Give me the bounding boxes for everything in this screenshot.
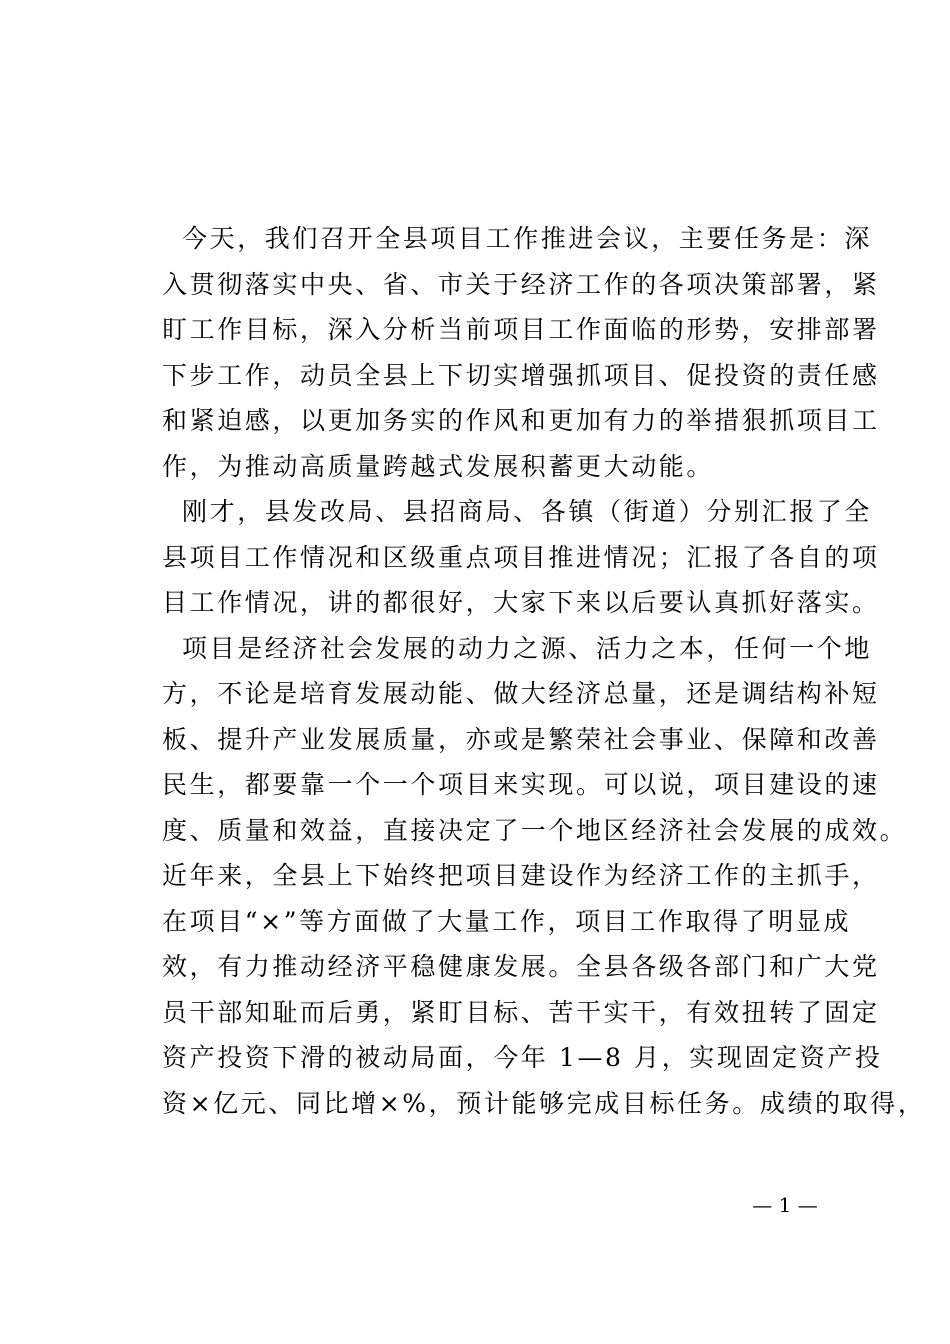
text-line: 民生，都要靠一个一个项目来实现。可以说，项目建设的速 <box>162 770 880 799</box>
text-line: 目工作情况，讲的都很好，大家下来以后要认真抓好落实。 <box>162 588 880 617</box>
text-line: 入贯彻落实中央、省、市关于经济工作的各项决策部署，紧 <box>162 269 880 299</box>
text-line: 今天，我们召开全县项目工作推进会议，主要任务是：深 <box>182 224 873 253</box>
paragraph-3 <box>162 626 926 1127</box>
page-number: — 1 — <box>752 1193 818 1217</box>
text-line: 在项目“×”等方面做了大量工作，项目工作取得了明显成 <box>162 906 852 936</box>
text-line: 方，不论是培育发展动能、做大经济总量，还是调结构补短 <box>162 679 880 708</box>
text-line: 和紧迫感，以更加务实的作风和更加有力的举措狠抓项目工 <box>162 406 880 435</box>
text-line: 度、质量和效益，直接决定了一个地区经济社会发展的成效。 <box>162 815 908 845</box>
text-line: 下步工作，动员全县上下切实增强抓项目、促投资的责任感 <box>162 360 880 390</box>
text-line: 作，为推动高质量跨越式发展积蓄更大动能。 <box>162 451 715 481</box>
text-line: 板、提升产业发展质量，亦或是繁荣社会事业、保障和改善 <box>162 724 880 754</box>
text-line: 资×亿元、同比增×%，预计能够完成目标任务。成绩的取得， <box>162 1088 926 1118</box>
text-line: 资产投资下滑的被动局面，今年 1—8 月，实现固定资产投 <box>162 1043 883 1072</box>
paragraph-2 <box>162 489 880 626</box>
paragraph-1 <box>162 216 880 489</box>
text-line: 近年来，全县上下始终把项目建设作为经济工作的主抓手， <box>162 861 880 890</box>
text-line: 刚才，县发改局、县招商局、各镇（街道）分别汇报了全 <box>182 497 873 526</box>
text-line: 效，有力推动经济平稳健康发展。全县各级各部门和广大党 <box>162 952 880 981</box>
text-line: 盯工作目标，深入分析当前项目工作面临的形势，安排部署 <box>162 315 880 344</box>
document-body <box>162 216 926 1126</box>
text-line: 县项目工作情况和区级重点项目推进情况；汇报了各自的项 <box>162 542 880 572</box>
text-line: 项目是经济社会发展的动力之源、活力之本，任何一个地 <box>182 633 873 663</box>
text-line: 员干部知耻而后勇，紧盯目标、苦干实干，有效扭转了固定 <box>162 997 880 1027</box>
